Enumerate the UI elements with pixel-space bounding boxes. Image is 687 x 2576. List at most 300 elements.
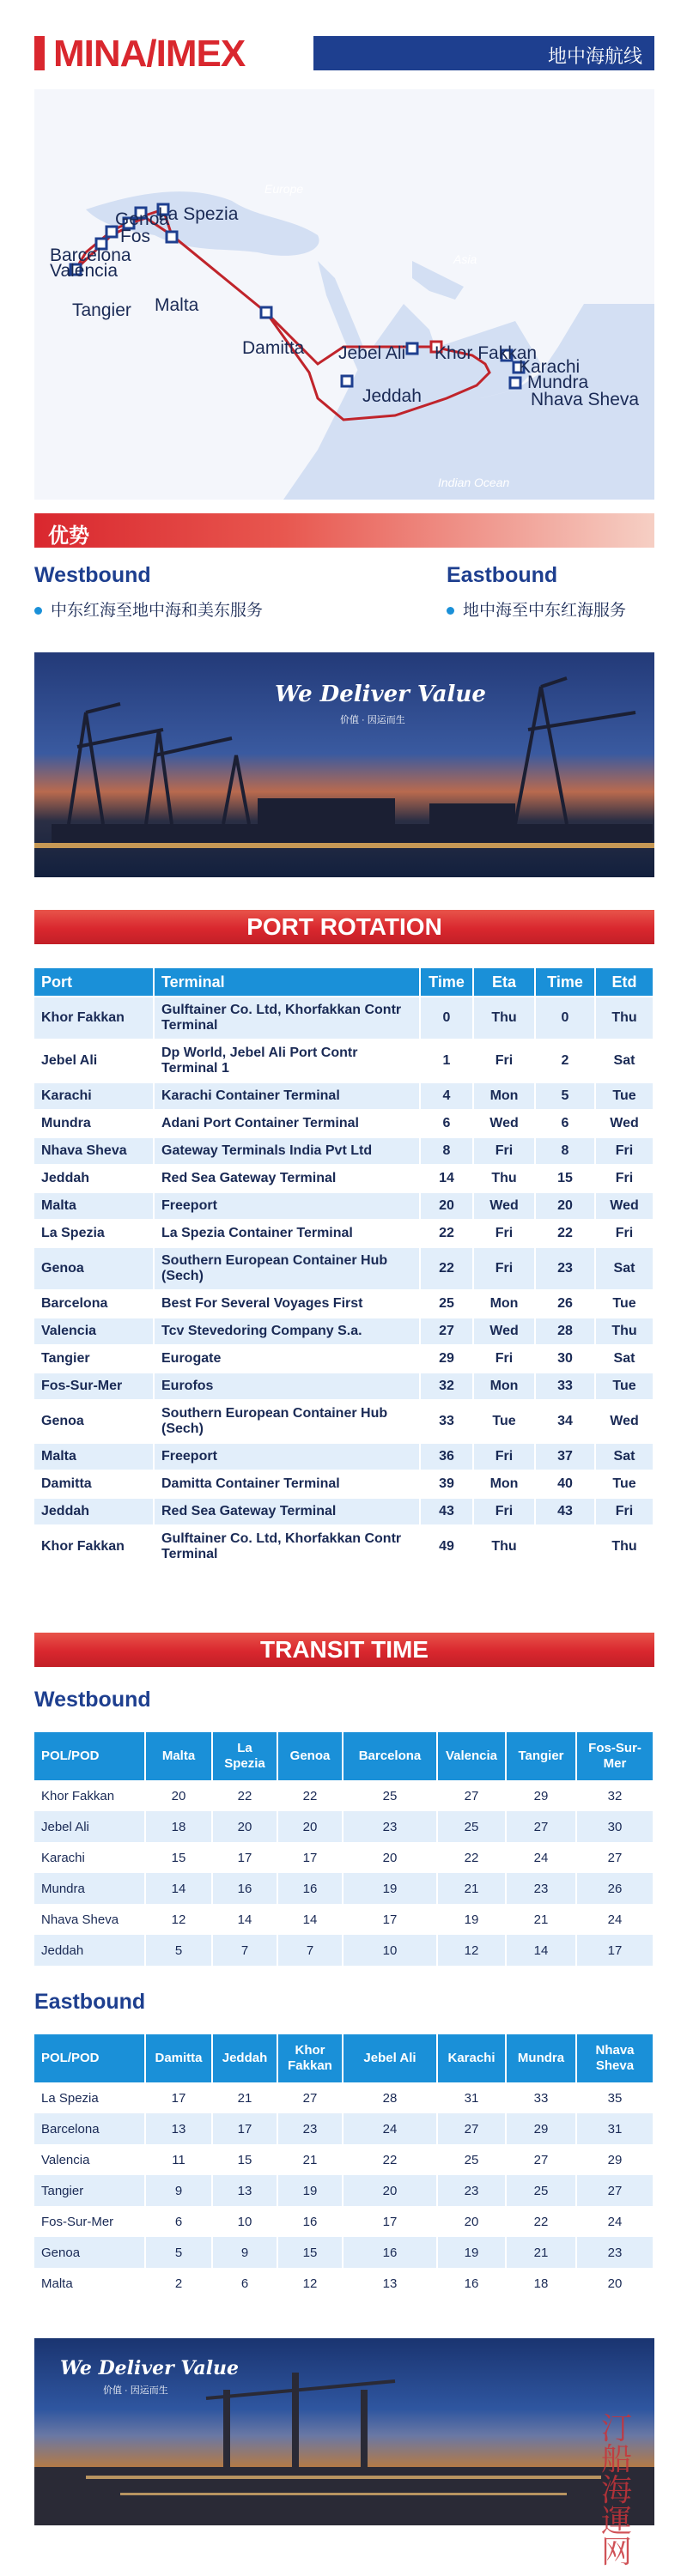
table-cell: Karachi bbox=[34, 1082, 155, 1109]
table-cell: Khor Fakkan bbox=[34, 1524, 155, 1567]
table-cell: 12 bbox=[278, 2268, 344, 2299]
table-header-row bbox=[34, 2034, 654, 2082]
table-cell: Thu bbox=[474, 996, 536, 1039]
table-cell: Fri bbox=[474, 1246, 536, 1289]
table-row bbox=[34, 1780, 654, 1811]
column-header: Port bbox=[34, 968, 155, 996]
table-cell: 16 bbox=[213, 1873, 278, 1904]
table-row bbox=[34, 1344, 654, 1372]
table-row bbox=[34, 1289, 654, 1317]
table-cell: Fri bbox=[596, 1164, 654, 1191]
table-row bbox=[34, 1109, 654, 1136]
table-cell: Tangier bbox=[34, 2175, 146, 2206]
table-row bbox=[34, 1317, 654, 1344]
table-row bbox=[34, 2206, 654, 2237]
table-cell: 49 bbox=[421, 1524, 474, 1567]
table-cell: Freeport bbox=[155, 1442, 421, 1470]
table-cell: 25 bbox=[438, 2144, 507, 2175]
port-marker-malta bbox=[167, 232, 177, 242]
table-cell: Mon bbox=[474, 1470, 536, 1497]
table-cell: 23 bbox=[344, 1811, 438, 1842]
table-cell: 5 bbox=[146, 2237, 213, 2268]
column-header: Jebel Ali bbox=[344, 2034, 438, 2082]
table-cell: Southern European Container Hub (Sech) bbox=[155, 1399, 421, 1442]
column-header: Terminal bbox=[155, 968, 421, 996]
table-cell: 2 bbox=[146, 2268, 213, 2299]
port-label-barcelona: Barcelona bbox=[50, 245, 131, 265]
table-cell: 8 bbox=[421, 1136, 474, 1164]
table-cell: 20 bbox=[438, 2206, 507, 2237]
table-cell: Gateway Terminals India Pvt Ltd bbox=[155, 1136, 421, 1164]
table-cell: Fri bbox=[596, 1219, 654, 1246]
stamp-char: 船 bbox=[601, 2442, 633, 2477]
table-row bbox=[34, 2175, 654, 2206]
stamp-char: 海 bbox=[601, 2473, 633, 2508]
table-cell: 22 bbox=[213, 1780, 278, 1811]
table-cell: 14 bbox=[278, 1904, 344, 1935]
advantage-title: 优势 bbox=[48, 524, 89, 548]
slogan: We Deliver Value bbox=[275, 682, 486, 707]
table-cell: 33 bbox=[507, 2082, 577, 2113]
column-header: La Spezia bbox=[213, 1732, 278, 1780]
table-cell: 10 bbox=[213, 2206, 278, 2237]
eastbound-heading: Eastbound bbox=[447, 563, 558, 587]
table-cell: Khor Fakkan bbox=[34, 1780, 146, 1811]
table-cell: 19 bbox=[438, 2237, 507, 2268]
table-cell: Fri bbox=[474, 1344, 536, 1372]
table-header-row bbox=[34, 1732, 654, 1780]
table-cell: 21 bbox=[278, 2144, 344, 2175]
table-cell: 16 bbox=[278, 1873, 344, 1904]
table-cell: Fri bbox=[474, 1219, 536, 1246]
table-cell: 20 bbox=[344, 2175, 438, 2206]
column-header: POL/POD bbox=[34, 2034, 146, 2082]
table-cell: Genoa bbox=[34, 2237, 146, 2268]
table-row bbox=[34, 1372, 654, 1399]
table-row bbox=[34, 1082, 654, 1109]
port-label-tangier: Tangier bbox=[72, 300, 131, 320]
table-cell: La Spezia bbox=[34, 1219, 155, 1246]
table-cell: 22 bbox=[278, 1780, 344, 1811]
table-row bbox=[34, 2113, 654, 2144]
table-cell: Red Sea Gateway Terminal bbox=[155, 1497, 421, 1524]
table-row bbox=[34, 1904, 654, 1935]
table-cell: 32 bbox=[577, 1780, 654, 1811]
table-cell: 9 bbox=[213, 2237, 278, 2268]
table-cell: 27 bbox=[577, 2175, 654, 2206]
table-cell: Thu bbox=[474, 1524, 536, 1567]
table-cell: 16 bbox=[438, 2268, 507, 2299]
table-row bbox=[34, 1136, 654, 1164]
table-cell: 28 bbox=[344, 2082, 438, 2113]
table-cell: Valencia bbox=[34, 1317, 155, 1344]
table-cell: Wed bbox=[474, 1109, 536, 1136]
region-label-asia: Asia bbox=[453, 252, 477, 266]
table-cell: 25 bbox=[344, 1780, 438, 1811]
bullet-dot-icon bbox=[34, 607, 42, 615]
table-cell: 25 bbox=[421, 1289, 474, 1317]
port-label-mundra: Mundra bbox=[527, 373, 589, 392]
table-cell: Tue bbox=[596, 1372, 654, 1399]
table-cell: 35 bbox=[577, 2082, 654, 2113]
table-cell: Thu bbox=[596, 996, 654, 1039]
table-cell: Wed bbox=[596, 1109, 654, 1136]
table-cell: 20 bbox=[536, 1191, 596, 1219]
table-cell: 15 bbox=[278, 2237, 344, 2268]
port-label-malta: Malta bbox=[155, 295, 199, 315]
table-cell: Tue bbox=[596, 1082, 654, 1109]
table-row bbox=[34, 1442, 654, 1470]
stamp-char: 汀 bbox=[601, 2411, 633, 2446]
table-cell: Red Sea Gateway Terminal bbox=[155, 1164, 421, 1191]
table-cell: 29 bbox=[507, 2113, 577, 2144]
table-cell: Fos-Sur-Mer bbox=[34, 1372, 155, 1399]
table-cell: Malta bbox=[34, 2268, 146, 2299]
table-cell: 33 bbox=[536, 1372, 596, 1399]
table-cell: 21 bbox=[507, 2237, 577, 2268]
table-cell: 14 bbox=[507, 1935, 577, 1966]
table-cell: 0 bbox=[536, 996, 596, 1039]
table-cell: 22 bbox=[421, 1219, 474, 1246]
table-cell: 7 bbox=[278, 1935, 344, 1966]
table-cell: Tcv Stevedoring Company S.a. bbox=[155, 1317, 421, 1344]
table-cell: 18 bbox=[146, 1811, 213, 1842]
table-cell: 24 bbox=[344, 2113, 438, 2144]
table-cell: Fri bbox=[596, 1136, 654, 1164]
table-row bbox=[34, 996, 654, 1039]
advantage-section-bar bbox=[34, 513, 654, 548]
table-cell: 16 bbox=[278, 2206, 344, 2237]
column-header: Tangier bbox=[507, 1732, 577, 1780]
table-cell: 6 bbox=[421, 1109, 474, 1136]
port-marker-damitta bbox=[261, 307, 271, 318]
table-cell: Sat bbox=[596, 1442, 654, 1470]
westbound-bullet bbox=[34, 597, 263, 621]
table-cell: Jebel Ali bbox=[34, 1039, 155, 1082]
table-cell: La Spezia Container Terminal bbox=[155, 1219, 421, 1246]
table-cell: Fos-Sur-Mer bbox=[34, 2206, 146, 2237]
landmass-europe-africa bbox=[34, 89, 654, 500]
column-header: Mundra bbox=[507, 2034, 577, 2082]
table-cell: 13 bbox=[344, 2268, 438, 2299]
table-cell: Mon bbox=[474, 1082, 536, 1109]
column-header: Malta bbox=[146, 1732, 213, 1780]
table-row bbox=[34, 1164, 654, 1191]
table-cell: 17 bbox=[344, 2206, 438, 2237]
table-row bbox=[34, 2082, 654, 2113]
slogan: We Deliver Value bbox=[60, 2357, 240, 2379]
table-cell: 11 bbox=[146, 2144, 213, 2175]
table-cell: 24 bbox=[577, 1904, 654, 1935]
table-cell: 21 bbox=[507, 1904, 577, 1935]
table-cell: 20 bbox=[421, 1191, 474, 1219]
table-cell: 31 bbox=[577, 2113, 654, 2144]
table-cell: Sat bbox=[596, 1039, 654, 1082]
table-row bbox=[34, 1842, 654, 1873]
table-cell: Mundra bbox=[34, 1109, 155, 1136]
table-cell: Fri bbox=[474, 1442, 536, 1470]
table-cell: 20 bbox=[146, 1780, 213, 1811]
column-header: Nhava Sheva bbox=[577, 2034, 654, 2082]
table-cell: 27 bbox=[421, 1317, 474, 1344]
table-cell: 14 bbox=[146, 1873, 213, 1904]
column-header: POL/POD bbox=[34, 1732, 146, 1780]
watermark-stamp bbox=[601, 2411, 678, 2570]
port-label-jeddah: Jeddah bbox=[362, 386, 422, 406]
column-header: Time bbox=[536, 968, 596, 996]
port-marker-nhava-sheva bbox=[510, 378, 520, 388]
table-cell: Nhava Sheva bbox=[34, 1136, 155, 1164]
table-cell: Karachi bbox=[34, 1842, 146, 1873]
table-cell: 20 bbox=[344, 1842, 438, 1873]
table-cell: 4 bbox=[421, 1082, 474, 1109]
table-row bbox=[34, 1191, 654, 1219]
table-row bbox=[34, 1399, 654, 1442]
table-cell: 17 bbox=[213, 1842, 278, 1873]
table-cell: Mundra bbox=[34, 1873, 146, 1904]
port-rotation-table bbox=[34, 968, 654, 1567]
table-cell: 21 bbox=[438, 1873, 507, 1904]
table-row bbox=[34, 1470, 654, 1497]
table-row bbox=[34, 1219, 654, 1246]
table-row bbox=[34, 2144, 654, 2175]
table-cell: 16 bbox=[344, 2237, 438, 2268]
table-cell: 29 bbox=[507, 1780, 577, 1811]
table-cell: 24 bbox=[577, 2206, 654, 2237]
table-cell: 6 bbox=[213, 2268, 278, 2299]
table-cell: 22 bbox=[507, 2206, 577, 2237]
table-cell: 27 bbox=[438, 1780, 507, 1811]
table-cell: Thu bbox=[474, 1164, 536, 1191]
table-cell: 1 bbox=[421, 1039, 474, 1082]
table-cell: 8 bbox=[536, 1136, 596, 1164]
slogan-sub: 价值 · 因运而生 bbox=[103, 2385, 168, 2396]
table-cell: 14 bbox=[213, 1904, 278, 1935]
table-cell: 19 bbox=[438, 1904, 507, 1935]
eastbound-bullet-text: 地中海至中东红海服务 bbox=[463, 602, 627, 620]
table-cell: 13 bbox=[213, 2175, 278, 2206]
table-cell: 26 bbox=[536, 1289, 596, 1317]
table-cell: Wed bbox=[474, 1191, 536, 1219]
page-title: 地中海航线 bbox=[313, 36, 654, 70]
port-label-la-spezia: La Spezia bbox=[158, 204, 239, 224]
table-cell: 23 bbox=[536, 1246, 596, 1289]
table-cell: 2 bbox=[536, 1039, 596, 1082]
slogan-sub: 价值 · 因运而生 bbox=[340, 715, 405, 725]
table-cell: Fri bbox=[474, 1039, 536, 1082]
route-map bbox=[34, 89, 654, 500]
table-row bbox=[34, 1039, 654, 1082]
table-cell: Mon bbox=[474, 1289, 536, 1317]
column-header: Eta bbox=[474, 968, 536, 996]
table-cell: 25 bbox=[438, 1811, 507, 1842]
table-cell: 18 bbox=[507, 2268, 577, 2299]
table-cell: 33 bbox=[421, 1399, 474, 1442]
table-cell: 29 bbox=[421, 1344, 474, 1372]
westbound-transit-table bbox=[34, 1732, 654, 1966]
column-header: Etd bbox=[596, 968, 654, 996]
column-header: Time bbox=[421, 968, 474, 996]
table-cell: Gulftainer Co. Ltd, Khorfakkan Contr Terminal bbox=[155, 1524, 421, 1567]
port-photo-cranes bbox=[34, 652, 654, 877]
table-cell: 26 bbox=[577, 1873, 654, 1904]
region-label-europe: Europe bbox=[264, 182, 304, 196]
region-label-ocean: Indian Ocean bbox=[438, 476, 510, 489]
table-cell: Damitta bbox=[34, 1470, 155, 1497]
port-label-genoa: Genoa bbox=[115, 209, 170, 229]
table-cell: Wed bbox=[474, 1317, 536, 1344]
table-cell: Tangier bbox=[34, 1344, 155, 1372]
table-cell: Sat bbox=[596, 1344, 654, 1372]
table-cell: 6 bbox=[536, 1109, 596, 1136]
table-cell: 23 bbox=[577, 2237, 654, 2268]
port-label-fos: Fos bbox=[120, 227, 151, 246]
port-label-damitta: Damitta bbox=[242, 338, 305, 358]
table-cell: Gulftainer Co. Ltd, Khorfakkan Contr Terminal bbox=[155, 996, 421, 1039]
table-cell: Wed bbox=[596, 1399, 654, 1442]
table-cell: Dp World, Jebel Ali Port Contr Terminal 1 bbox=[155, 1039, 421, 1082]
table-cell: Malta bbox=[34, 1442, 155, 1470]
table-cell: 20 bbox=[213, 1811, 278, 1842]
table-cell: Karachi Container Terminal bbox=[155, 1082, 421, 1109]
table-cell: Khor Fakkan bbox=[34, 996, 155, 1039]
table-cell: Mon bbox=[474, 1372, 536, 1399]
table-cell: 37 bbox=[536, 1442, 596, 1470]
table-cell: 6 bbox=[146, 2206, 213, 2237]
bullet-dot-icon bbox=[447, 607, 454, 615]
table-row bbox=[34, 1524, 654, 1567]
table-cell: Eurofos bbox=[155, 1372, 421, 1399]
port-rotation-title: PORT ROTATION bbox=[34, 910, 654, 944]
column-header: Fos-Sur-Mer bbox=[577, 1732, 654, 1780]
eastbound-bullet bbox=[447, 597, 626, 621]
table-cell: 21 bbox=[213, 2082, 278, 2113]
column-header: Damitta bbox=[146, 2034, 213, 2082]
table-cell: 20 bbox=[577, 2268, 654, 2299]
column-header: Khor Fakkan bbox=[278, 2034, 344, 2082]
table-cell: Tue bbox=[596, 1470, 654, 1497]
brand-logo: MINA/IMEX bbox=[53, 33, 246, 75]
table-cell: 19 bbox=[278, 2175, 344, 2206]
table-cell: Best For Several Voyages First bbox=[155, 1289, 421, 1317]
table-cell: Thu bbox=[596, 1317, 654, 1344]
table-cell: 14 bbox=[421, 1164, 474, 1191]
table-cell: 23 bbox=[278, 2113, 344, 2144]
table-row bbox=[34, 1935, 654, 1966]
table-cell: Sat bbox=[596, 1246, 654, 1289]
table-cell: Jeddah bbox=[34, 1164, 155, 1191]
table-cell: 28 bbox=[536, 1317, 596, 1344]
port-label-karachi: Karachi bbox=[519, 357, 581, 377]
stamp-char: 運 bbox=[601, 2504, 633, 2539]
table-cell: 40 bbox=[536, 1470, 596, 1497]
table-cell: 27 bbox=[278, 2082, 344, 2113]
table-row bbox=[34, 1246, 654, 1289]
table-row bbox=[34, 2268, 654, 2299]
table-cell: 39 bbox=[421, 1470, 474, 1497]
table-cell: 36 bbox=[421, 1442, 474, 1470]
table-cell: 15 bbox=[213, 2144, 278, 2175]
table-cell: Eurogate bbox=[155, 1344, 421, 1372]
port-marker-jeddah bbox=[342, 376, 352, 386]
table-cell: Genoa bbox=[34, 1246, 155, 1289]
table-cell: 12 bbox=[438, 1935, 507, 1966]
table-cell: 20 bbox=[278, 1811, 344, 1842]
table-cell: 17 bbox=[213, 2113, 278, 2144]
port-label-khor-fakkan: Khor Fakkan bbox=[435, 343, 538, 363]
table-cell: 22 bbox=[344, 2144, 438, 2175]
table-cell: 27 bbox=[438, 2113, 507, 2144]
table-cell: La Spezia bbox=[34, 2082, 146, 2113]
table-cell: Valencia bbox=[34, 2144, 146, 2175]
logo-red-block bbox=[34, 36, 45, 70]
table-cell: 12 bbox=[146, 1904, 213, 1935]
map-graphic bbox=[34, 89, 654, 500]
table-cell: Southern European Container Hub (Sech) bbox=[155, 1246, 421, 1289]
table-cell: Jeddah bbox=[34, 1935, 146, 1966]
table-cell: 7 bbox=[213, 1935, 278, 1966]
table-cell: 27 bbox=[507, 2144, 577, 2175]
table-cell: 17 bbox=[146, 2082, 213, 2113]
table-cell: 5 bbox=[146, 1935, 213, 1966]
table-cell: 15 bbox=[146, 1842, 213, 1873]
table-cell: Thu bbox=[596, 1524, 654, 1567]
table-row bbox=[34, 1873, 654, 1904]
table-cell: Barcelona bbox=[34, 2113, 146, 2144]
table-cell: 29 bbox=[577, 2144, 654, 2175]
table-cell: 23 bbox=[507, 1873, 577, 1904]
table-cell: Tue bbox=[474, 1399, 536, 1442]
table-cell: 22 bbox=[438, 1842, 507, 1873]
table-cell: 23 bbox=[438, 2175, 507, 2206]
westbound-transit-heading: Westbound bbox=[34, 1688, 151, 1712]
eastbound-transit-table bbox=[34, 2034, 654, 2299]
westbound-bullet-text: 中东红海至地中海和美东服务 bbox=[51, 602, 264, 620]
table-cell: 0 bbox=[421, 996, 474, 1039]
column-header: Valencia bbox=[438, 1732, 507, 1780]
stamp-char: 网 bbox=[601, 2535, 633, 2570]
port-label-nhava-sheva: Nhava Sheva bbox=[531, 390, 640, 409]
table-cell: 17 bbox=[577, 1935, 654, 1966]
table-cell: 27 bbox=[507, 1811, 577, 1842]
table-cell: 30 bbox=[536, 1344, 596, 1372]
column-header: Jeddah bbox=[213, 2034, 278, 2082]
port-label-valencia: Valencia bbox=[50, 261, 118, 281]
table-cell: 17 bbox=[344, 1904, 438, 1935]
table-row bbox=[34, 2237, 654, 2268]
table-cell: 5 bbox=[536, 1082, 596, 1109]
table-cell: Damitta Container Terminal bbox=[155, 1470, 421, 1497]
column-header: Genoa bbox=[278, 1732, 344, 1780]
table-cell: Genoa bbox=[34, 1399, 155, 1442]
column-header: Karachi bbox=[438, 2034, 507, 2082]
table-cell: Jeddah bbox=[34, 1497, 155, 1524]
column-header: Barcelona bbox=[344, 1732, 438, 1780]
table-cell: Barcelona bbox=[34, 1289, 155, 1317]
westbound-heading: Westbound bbox=[34, 563, 151, 587]
table-cell: 43 bbox=[421, 1497, 474, 1524]
table-row bbox=[34, 1497, 654, 1524]
table-cell: 10 bbox=[344, 1935, 438, 1966]
table-cell: 32 bbox=[421, 1372, 474, 1399]
table-cell: Nhava Sheva bbox=[34, 1904, 146, 1935]
port-photo-terminal bbox=[34, 2338, 654, 2525]
table-row bbox=[34, 1811, 654, 1842]
port-marker-jebel-ali bbox=[407, 343, 417, 354]
table-cell: Adani Port Container Terminal bbox=[155, 1109, 421, 1136]
table-cell: Tue bbox=[596, 1289, 654, 1317]
table-cell: Wed bbox=[596, 1191, 654, 1219]
